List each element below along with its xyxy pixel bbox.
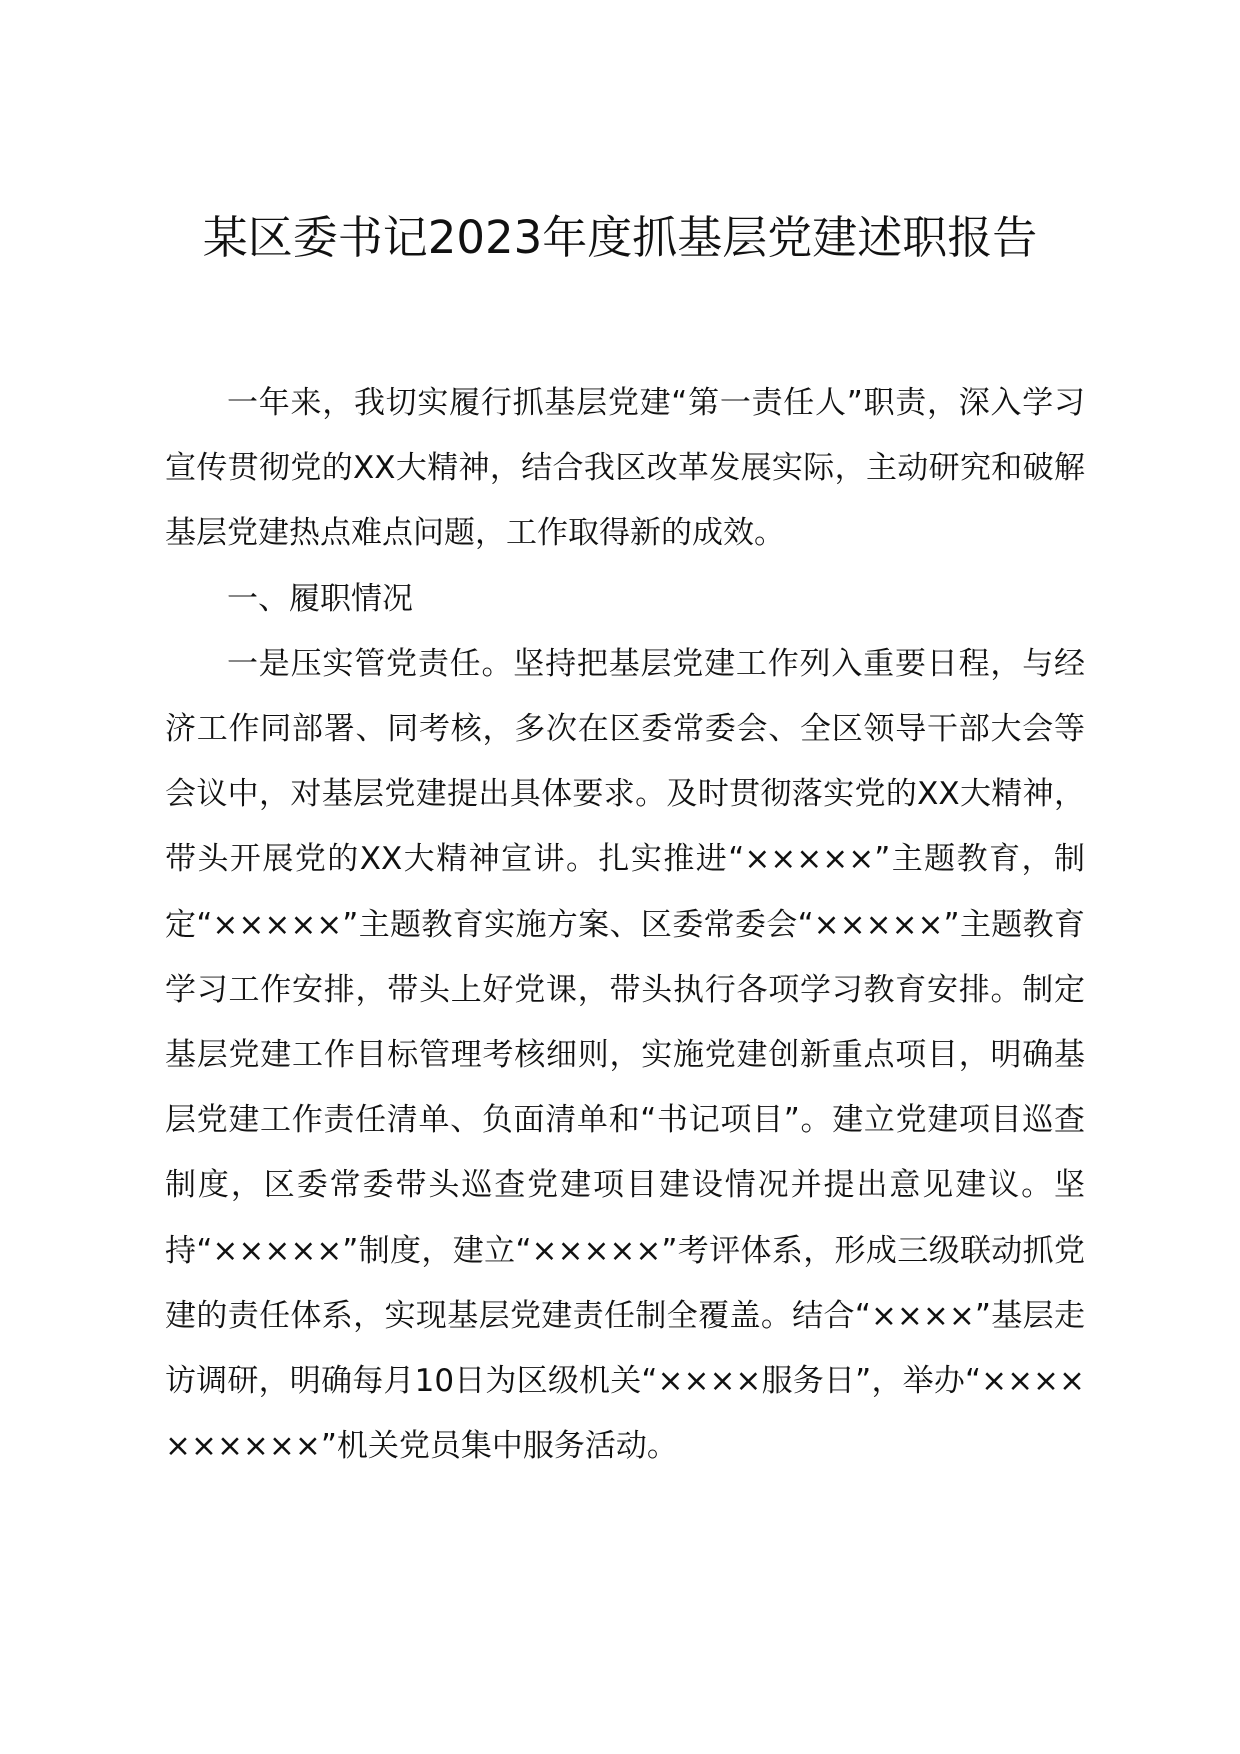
section-paragraph: 一是压实管党责任。坚持把基层党建工作列入重要日程，与经济工作同部署、同考核，多次在区委常委会、全区领导干部大会等会议中，对基层党建提出具体要求。及时贯彻落实党的XX大精神，带头开展党的XX大精神宣讲。扎实推进“×××××”主题教育，制定“×××××”主题教育实施方案、区委常委会“×××××”主题教育学习工作安排，带头上好党课，带头执行各项学习教育安排。制定基层党建工作目标管理考核细则，实施党建创新重点项目，明确基层党建工作责任清单、负面清单和“书记项目”。建立党建项目巡查制度，区委常委带头巡查党建项目建设情况并提出意见建议。坚持“×××××”制度，建立“×××××”考评体系，形成三级联动抓党建的责任体系，实现基层党建责任制全覆盖。结合“××××”基层走访调研，明确每月10日为区级机关“××××服务日”，举办“××××××××××”机关党员集中服务活动。 — [165, 645, 1085, 1465]
intro-paragraph: 一年来，我切实履行抓基层党建“第一责任人”职责，深入学习宣传贯彻党的XX大精神，结合我区改革发展实际，主动研究和破解基层党建热点难点问题，工作取得新的成效。 — [165, 385, 1085, 552]
section-heading: 一、履职情况 — [227, 580, 413, 617]
document-title: 某区委书记2023年度抓基层党建述职报告 — [202, 211, 1038, 264]
document-body — [165, 371, 1085, 1479]
